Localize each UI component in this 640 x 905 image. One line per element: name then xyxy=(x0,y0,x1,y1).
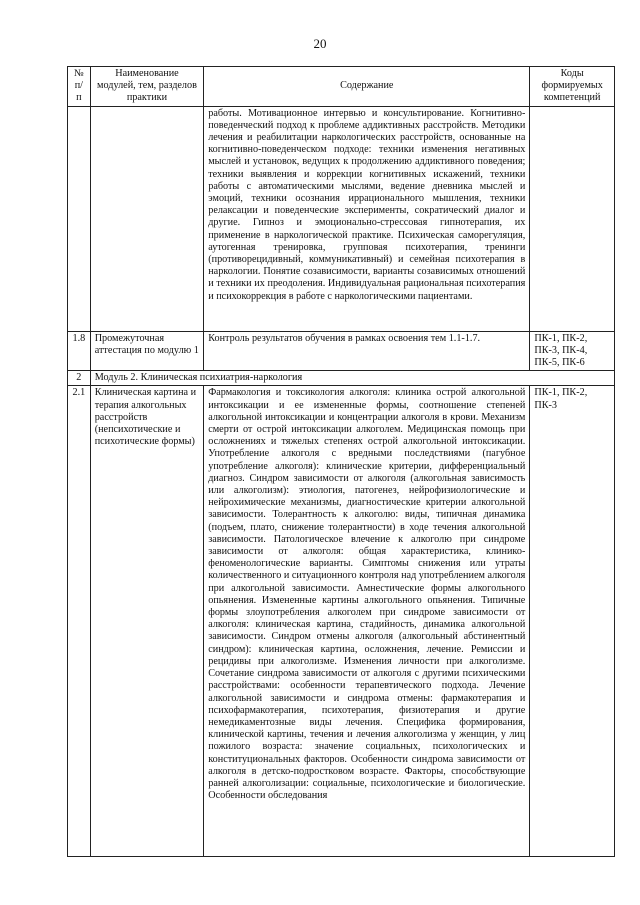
header-competence-codes: Коды формируемых компетенций xyxy=(530,67,615,107)
row-codes: ПК-1, ПК-2, ПК-3 xyxy=(530,386,615,857)
row-name: Промежуточная аттестация по модулю 1 xyxy=(90,331,204,371)
row-number xyxy=(68,106,91,331)
table-row xyxy=(68,386,615,857)
row-name xyxy=(90,106,204,331)
table-row xyxy=(68,106,615,331)
table-header-row xyxy=(68,67,615,107)
module-row xyxy=(68,371,615,386)
curriculum-table xyxy=(67,66,615,857)
row-content: Фармакология и токсикология алкоголя: клиника острой алкогольной интоксикации и ее измененные формы, соотношение степеней алкогольной интоксикации и концентрации алкоголя в крови. Механизм смерти от острой интоксикации алкоголем. Медицинская помощь при осложнениях и тяжелых степенях острой алкогольной интоксикации. Употребление алкоголя с вредными последствиями (пагубное употребление алкоголя): клинические критерии, дифференциальный диагноз. Синдром зависимости от алкоголя (алкогольная зависимость или алкоголизм): этиология, патогенез, нейрофизиологические и нейрохимические механизмы, диагностические критерии алкогольной зависимости. Толерантность к алкоголю: виды, типичная динамика (подъем, плато, снижение толерантности) в ходе течения алкогольной зависимости. Патологическое влечение к алкоголю при синдроме зависимости от алкоголя: общая характеристика, клинико-феноменологические варианты. Симптомы снижения или утраты количественного и ситуационного контроля над употреблением алкоголя при алкогольной зависимости. Амнестические формы алкогольного опьянения. Измененные картины алкогольного опьянения. Типичные формы злоупотребления алкоголем при синдроме зависимости от алкоголя: клиническая картина, стадийность, динамика алкогольной зависимости. Синдром отмены алкоголя (алкогольный абстинентный синдром): клиническая картина, осложнения, лечение. Ремиссии и рецидивы при алкоголизме. Изменения личности при алкоголизме. Сочетание синдрома зависимости от алкоголя с другими психическими расстройствами: особенности терапевтического подхода. Лечение алкогольной зависимости и синдрома отмены: фармакотерапия и психофармакотерапия, психотерапия, физиотерапия и другие немедикаментозные виды лечения. Специфика формирования, клинической картины, течения и лечения алкоголизма у женщин, у лиц пожилого возраста: значение социальных, психологических и конституциональных факторов. Особенности синдрома зависимости от алкоголя в детско-подростковом возрасте. Факторы, способствующие ранней алкоголизации: социальные, психологические и биологические. Особенности обследования xyxy=(204,386,530,857)
row-codes: ПК-1, ПК-2, ПК-3, ПК-4, ПК-5, ПК-6 xyxy=(530,331,615,371)
row-number: 2.1 xyxy=(68,386,91,857)
module-title: Модуль 2. Клиническая психиатрия-наркология xyxy=(90,371,614,386)
row-content: работы. Мотивационное интервью и консультирование. Когнитивно-поведенческий подход к проблеме аддиктивных расстройств. Методики лечения и реабилитации наркологических расстройств, основанные на когнитивно-поведенческом подходе: техники изменения негативных мыслей и установок, ведущих к продолжению аддиктивного поведения; техники выявления и коррекции когнитивных искажений, техники работы с автоматическими мыслями, ведение дневника мыслей и эмоций, техники осознания иррационального мышления, техники релаксации и поведенческие эксперименты, сократический диалог и другие. Гипноз и эмоционально-стрессовая гипнотерапия, их применение в наркологической практике. Психическая саморегуляция, аутогенная тренировка, групповая психотерапия, тренинги (противорецидивный, коммуникативный) и семейная психотерапия в наркологии. Понятие созависимости, варианты созависимых отношений и техники их преодоления. Индивидуальная рациональная психотерапия и психокоррекция в работе с наркологическими пациентами. xyxy=(204,106,530,331)
header-number: № п/п xyxy=(68,67,91,107)
table-row xyxy=(68,331,615,371)
row-number: 1.8 xyxy=(68,331,91,371)
page-number: 20 xyxy=(313,36,327,51)
header-content: Содержание xyxy=(204,67,530,107)
module-number: 2 xyxy=(68,371,91,386)
row-name: Клиническая картина и терапия алкогольных расстройств (непсихотические и психотические формы) xyxy=(90,386,204,857)
row-content: Контроль результатов обучения в рамках освоения тем 1.1-1.7. xyxy=(204,331,530,371)
header-module-name: Наименование модулей, тем, разделов практики xyxy=(90,67,204,107)
row-codes xyxy=(530,106,615,331)
